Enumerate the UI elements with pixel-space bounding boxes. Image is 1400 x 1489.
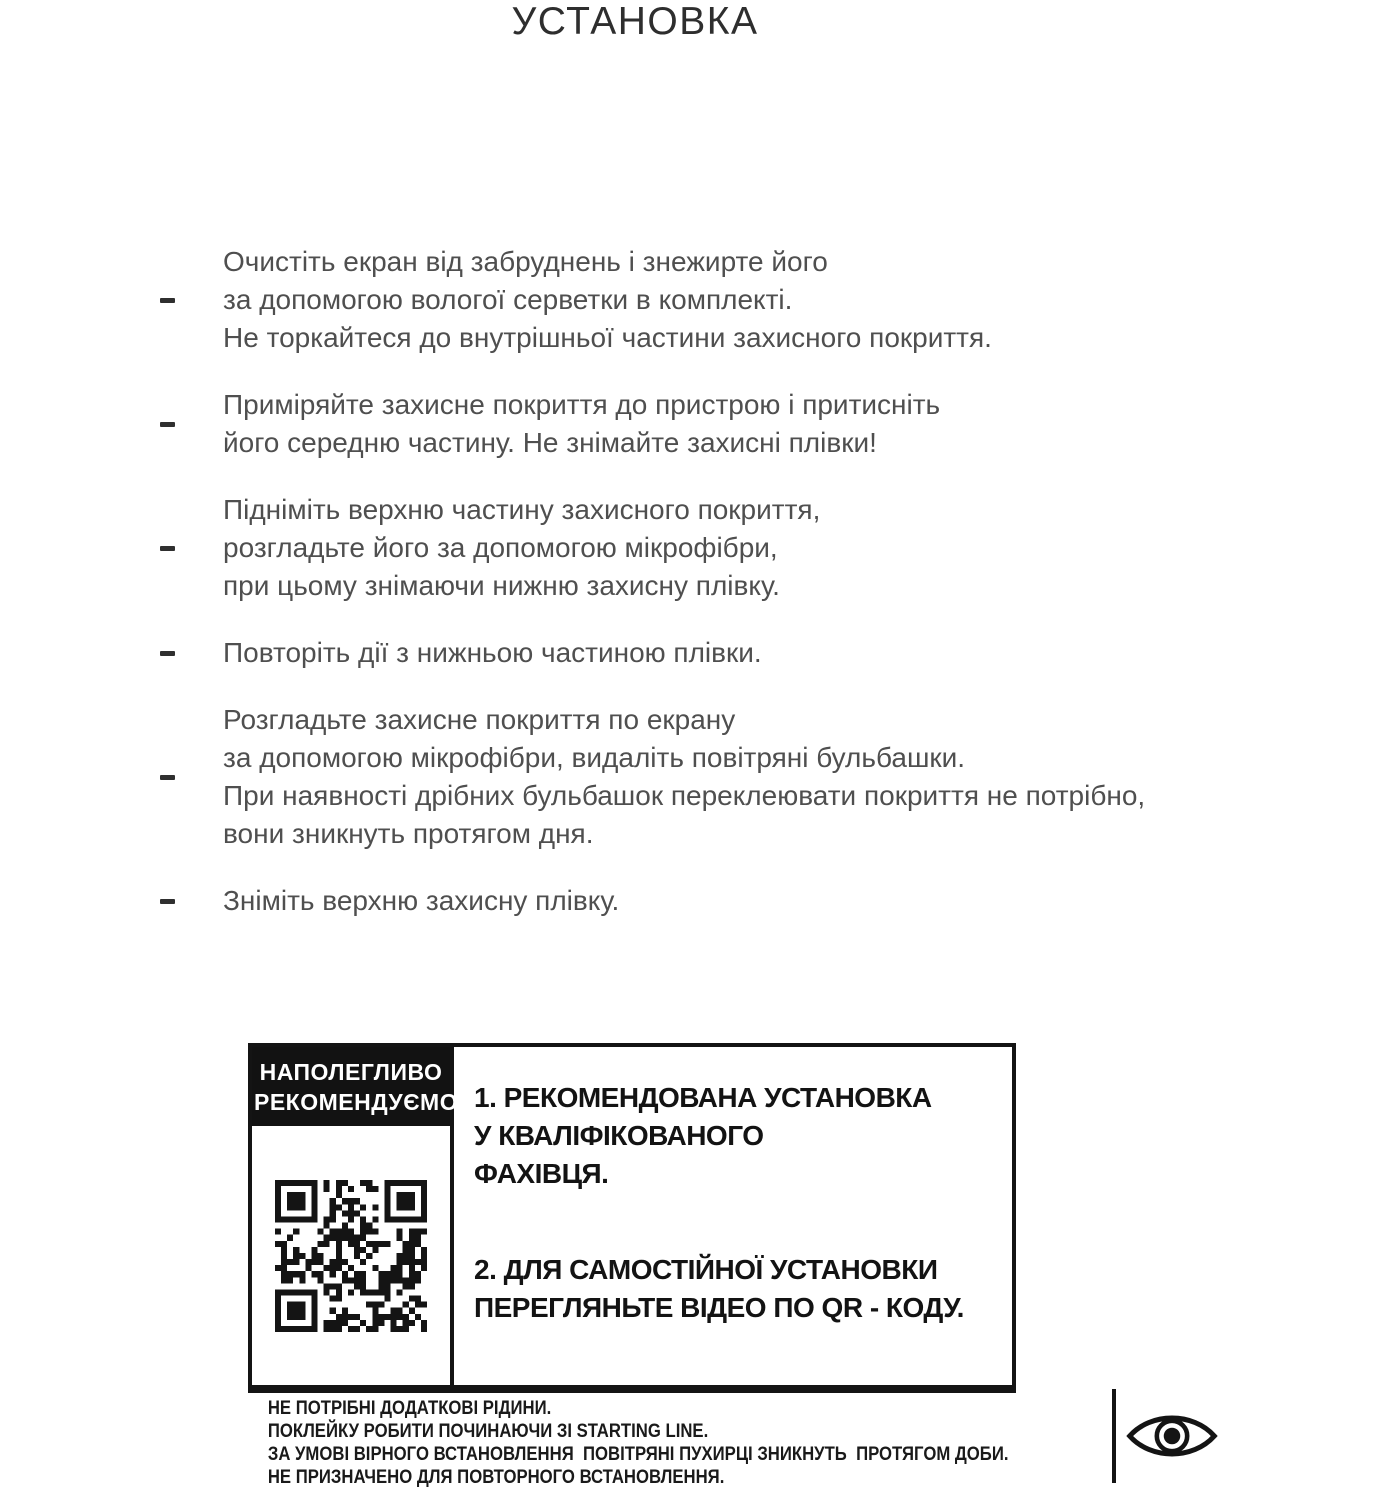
text-line: Не торкайтеся до внутрішньої частини захисного покриття. (223, 322, 992, 353)
recommendation-header-line2: РЕКОМЕНДУЄМО (254, 1089, 459, 1115)
text-line: Розгладьте захисне покриття по екрану (223, 704, 736, 735)
text-line: його середню частину. Не знімайте захисні плівки! (223, 427, 877, 458)
recommendation-items (454, 1047, 1012, 1385)
text-line: У КВАЛІФІКОВАНОГО (474, 1120, 764, 1151)
text-line: розгладьте його за допомогою мікрофібри, (223, 532, 778, 563)
dash-bullet-icon (160, 651, 175, 656)
text-line: ФАХІВЦЯ. (474, 1158, 609, 1189)
text-line: вони зникнуть протягом дня. (223, 818, 594, 849)
step-item (160, 491, 1310, 605)
qr-code-icon (275, 1180, 427, 1332)
text-line: Повторіть дії з нижньою частиною плівки. (223, 637, 762, 668)
page-header (0, 0, 1270, 44)
dash-bullet-icon (160, 775, 175, 780)
text-line: 2. ДЛЯ САМОСТІЙНОЇ УСТАНОВКИ (474, 1254, 938, 1285)
qr-area (252, 1126, 450, 1385)
text-line: При наявності дрібних бульбашок переклеювати покриття не потрібно, (223, 780, 1146, 811)
recommendation-item (474, 1079, 1006, 1193)
text-line: Очистіть екран від забруднень і знежирте його (223, 246, 828, 277)
page-title: УСТАНОВКА (511, 0, 759, 43)
text-line: Приміряйте захисне покриття до пристрою і притисніть (223, 389, 941, 420)
step-item (160, 701, 1310, 853)
recommendation-left-cell (252, 1047, 459, 1385)
footnote-line: ЗА УМОВІ ВІРНОГО ВСТАНОВЛЕННЯ ПОВІТРЯНІ ПУХИРЦІ ЗНИКНУТЬ ПРОТЯГОМ ДОБИ. (267, 1444, 1009, 1465)
dash-bullet-icon (160, 546, 175, 551)
dash-bullet-icon (160, 422, 175, 427)
text-line: 1. РЕКОМЕНДОВАНА УСТАНОВКА (474, 1082, 932, 1113)
dash-bullet-icon (160, 899, 175, 904)
eye-icon (1126, 1407, 1218, 1465)
dash-bullet-icon (160, 298, 175, 303)
text-line: за допомогою вологої серветки в комплекті. (223, 284, 793, 315)
text-line: при цьому знімаючи нижню захисну плівку. (223, 570, 780, 601)
step-item (160, 243, 1310, 357)
footnotes-list (252, 1389, 1009, 1488)
step-item (160, 386, 1310, 462)
recommendation-header (252, 1047, 459, 1126)
step-item (160, 882, 1310, 920)
recommendation-item (474, 1251, 1006, 1327)
recommendation-header-line1: НАПОЛЕГЛИВО (259, 1059, 443, 1085)
text-line: ПЕРЕГЛЯНЬТЕ ВІДЕО ПО QR - КОДУ. (474, 1292, 964, 1323)
recommendation-box (248, 1043, 1016, 1488)
text-line: за допомогою мікрофібри, видаліть повітряні бульбашки. (223, 742, 966, 773)
text-line: Зніміть верхню захисну плівку. (223, 885, 620, 916)
steps-list (160, 243, 1310, 949)
title-divider (573, 67, 694, 80)
footnote-line: ПОКЛЕЙКУ РОБИТИ ПОЧИНАЮЧИ ЗІ STARTING LINE. (267, 1421, 709, 1442)
footnote-line: НЕ ПОТРІБНІ ДОДАТКОВІ РІДИНИ. (267, 1398, 552, 1419)
footnote-line: НЕ ПРИЗНАЧЕНО ДЛЯ ПОВТОРНОГО ВСТАНОВЛЕННЯ. (267, 1467, 725, 1488)
eye-cell (1112, 1389, 1228, 1483)
text-line: Підніміть верхню частину захисного покриття, (223, 494, 821, 525)
step-item (160, 634, 1310, 672)
